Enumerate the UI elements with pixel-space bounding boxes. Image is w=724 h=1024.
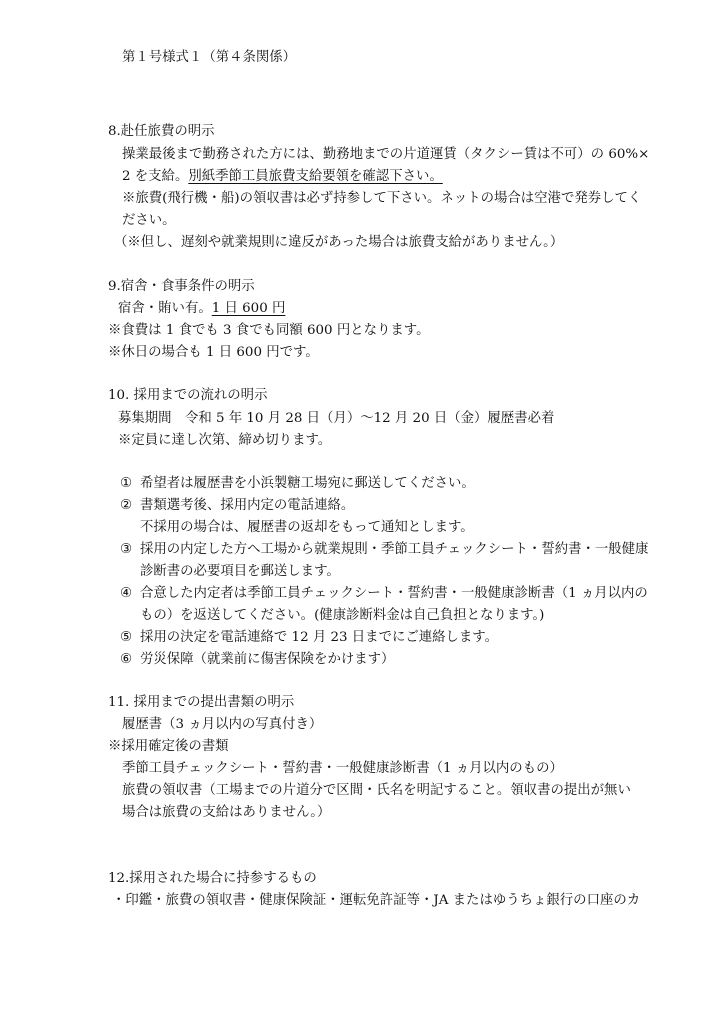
section8-line4: ださい。 <box>122 213 176 228</box>
section12-heading: 12.採用された場合に持参するもの <box>108 871 317 886</box>
form-label: 第１号様式１（第４条関係） <box>122 50 297 65</box>
step-text: 不採用の場合は、履歴書の返却をもって通知とします。 <box>140 520 474 535</box>
section8-heading: 8.赴任旅費の明示 <box>108 124 215 139</box>
step-text: 労災保障（就業前に傷害保険をかけます） <box>140 652 395 667</box>
step-text: 採用の内定した方へ工場から就業規則・季節工員チェックシート・誓約書・一般健康 <box>140 542 649 557</box>
section11-line4: 旅費の領収書（工場までの片道分で区間・氏名を明記すること。領収書の提出が無い <box>122 783 631 798</box>
section8-line3: ※旅費(飛行機・船)の領収書は必ず持参して下さい。ネットの場合は空港で発券してく <box>122 191 642 206</box>
section9-line1 <box>118 299 285 319</box>
section12-line1: ・印鑑・旅費の領収書・健康保険証・運転免許証等・JA またはゆうちょ銀行の口座のカ <box>112 893 641 908</box>
section11-line1: 履歴書（3 ヵ月以内の写真付き） <box>122 717 323 732</box>
section9-line1a: 宿舎・賄い有。 <box>118 301 212 316</box>
step-number: ⑥ <box>120 652 133 667</box>
section9-line2: ※食費は 1 食でも 3 食でも同額 600 円となります。 <box>108 323 430 338</box>
section9-line3: ※休日の場合も 1 日 600 円です。 <box>108 345 319 360</box>
section8-line5: （※但し、遅刻や就業規則に違反があった場合は旅費支給がありません。） <box>114 235 564 250</box>
section11-heading: 11. 採用までの提出書類の明示 <box>108 695 295 710</box>
step-text: もの）を返送してください。(健康診断料金は自己負担となります。) <box>140 608 545 623</box>
step-number: ④ <box>120 586 133 601</box>
section9-heading: 9.宿舎・食事条件の明示 <box>108 279 255 294</box>
section11-line2: ※採用確定後の書類 <box>108 739 229 754</box>
step-text: 合意した内定者は季節工員チェックシート・誓約書・一般健康診断書（1 ヵ月以内の <box>140 586 648 601</box>
section11-line3: 季節工員チェックシート・誓約書・一般健康診断書（1 ヵ月以内のもの） <box>122 761 563 776</box>
section8-line1: 操業最後まで勤務された方には、勤務地までの片道運賃（タクシー賃は不可）の 60%× <box>122 147 650 162</box>
step-number: ⑤ <box>120 630 133 645</box>
section10-note: ※定員に達し次第、締め切ります。 <box>118 433 332 448</box>
section11-line5: 場合は旅費の支給はありません。） <box>122 805 331 820</box>
step-text: 採用の決定を電話連絡で 12 月 23 日までにご連絡します。 <box>140 630 499 645</box>
section8-line2 <box>122 167 443 187</box>
section8-line2b: 別紙季節工員旅費支給要領を確認下さい。 <box>188 169 443 184</box>
section8-line2a: 2 を支給。 <box>122 169 189 184</box>
step-number: ③ <box>120 542 133 557</box>
section9-line1b: 1 日 600 円 <box>211 301 286 316</box>
section10-period: 募集期間 令和 5 年 10 月 28 日（月）～12 月 20 日（金）履歴書必着 <box>118 411 555 426</box>
step-text: 書類選考後、採用内定の電話連絡。 <box>140 498 355 513</box>
step-text: 希望者は履歴書を小浜製糖工場宛に郵送してください。 <box>140 476 475 491</box>
section10-heading: 10. 採用までの流れの明示 <box>108 388 268 403</box>
step-number: ② <box>120 498 133 513</box>
step-number: ① <box>120 476 133 491</box>
step-text: 診断書の必要項目を郵送します。 <box>140 564 340 579</box>
